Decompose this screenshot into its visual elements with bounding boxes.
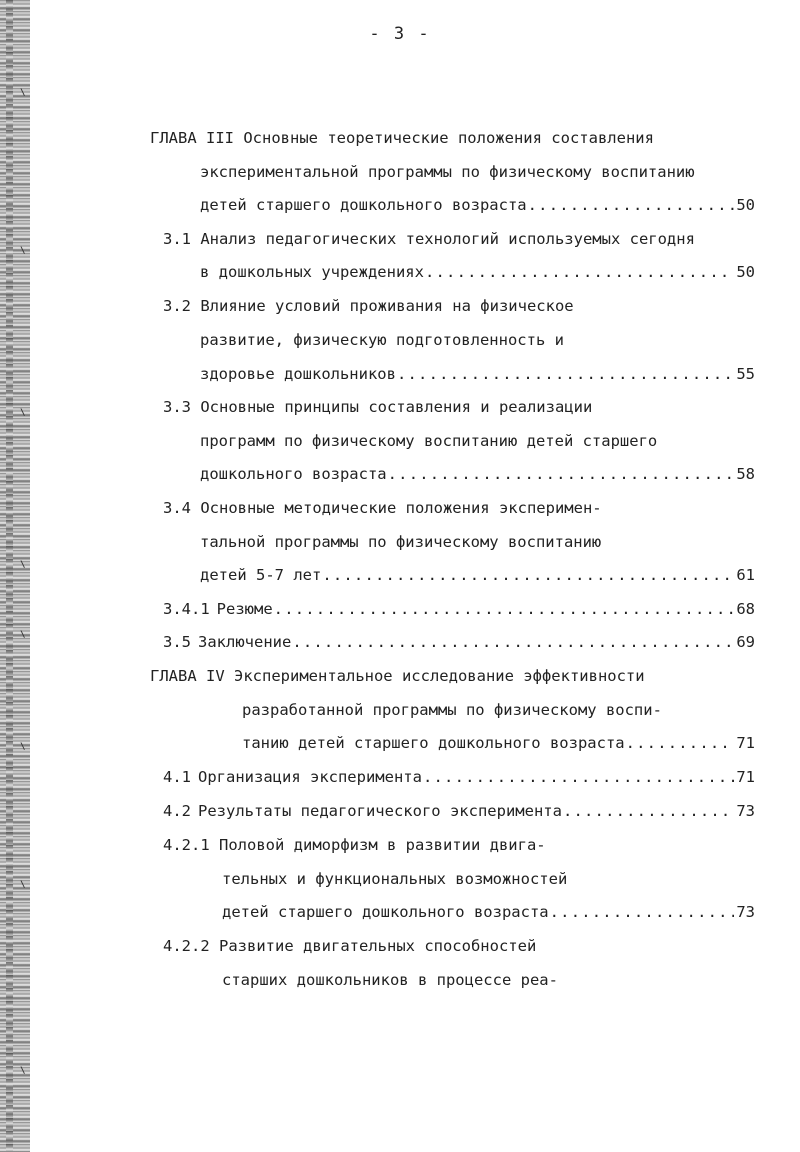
toc-title-line: Заключение	[198, 633, 292, 651]
dot-leader	[274, 599, 735, 619]
toc-entry-row	[200, 565, 755, 585]
toc-title-line: детей 5-7 лет	[200, 566, 322, 584]
toc-title-line: Организация эксперимента	[198, 768, 422, 786]
toc-page-number: 50	[736, 263, 755, 281]
edge-mark: \	[20, 880, 26, 890]
toc-line: экспериментальной программы по физическому воспитанию	[200, 163, 695, 181]
toc-section-number: 3.1	[163, 230, 191, 248]
toc-entry-row	[163, 767, 755, 787]
toc-line: тальной программы по физическому воспитанию	[200, 533, 602, 551]
toc-line: тельных и функциональных возможностей	[222, 870, 568, 888]
dot-leader	[550, 902, 735, 922]
toc-line: программ по физическому воспитанию детей старшего	[200, 432, 658, 450]
toc-line	[150, 666, 645, 686]
scanned-binding-edge	[0, 0, 30, 1152]
dot-leader	[528, 195, 735, 215]
toc-title-line: Основные методические положения эксперимен-	[200, 499, 602, 517]
toc-entry-row	[200, 195, 755, 215]
toc-entry-row	[200, 262, 755, 282]
toc-section-number: 4.2.2	[163, 937, 210, 955]
toc-title-line: дошкольного возраста	[200, 465, 387, 483]
toc-chapter-number: ГЛАВА III	[150, 129, 234, 147]
toc-title-line: Основные теоретические положения составления	[243, 129, 654, 147]
toc-page-number: 68	[736, 600, 755, 618]
toc-section-number: 3.2	[163, 297, 191, 315]
dot-leader	[292, 632, 734, 652]
toc-title-line: Резюме	[216, 600, 273, 618]
dot-leader	[397, 364, 734, 384]
toc-page-number: 73	[736, 802, 755, 820]
edge-mark: \	[20, 630, 26, 640]
toc-line: старших дошкольников в процессе реа-	[222, 971, 558, 989]
toc-title-line: Анализ педагогических технологий используемых сегодня	[200, 230, 695, 248]
toc-line	[150, 128, 654, 148]
toc-title-line: Половой диморфизм в развитии двига-	[219, 836, 546, 854]
toc-page-number: 73	[736, 903, 755, 921]
page-number: - 3 -	[369, 24, 431, 44]
edge-mark: \	[20, 88, 26, 98]
toc-page-number: 61	[736, 566, 755, 584]
toc-section-number: 3.3	[163, 398, 191, 416]
toc-title-line: Экспериментальное исследование эффективности	[234, 667, 645, 685]
toc-section-number: 4.2	[163, 802, 191, 820]
dot-leader	[425, 262, 734, 282]
toc-section-number: 4.1	[163, 768, 191, 786]
toc-entry-row	[163, 801, 755, 821]
toc-line	[163, 229, 695, 249]
edge-mark: \	[20, 246, 26, 256]
toc-entry-row	[200, 364, 755, 384]
toc-section-number: 3.5	[163, 633, 191, 651]
toc-title-line: Влияние условий проживания на физическое	[200, 297, 574, 315]
toc-entry-row	[222, 902, 755, 922]
toc-entry-row	[200, 464, 755, 484]
dot-leader	[423, 767, 734, 787]
toc-section-number: 4.2.1	[163, 836, 210, 854]
dot-leader	[626, 733, 735, 753]
toc-line: разработанной программы по физическому воспи-	[242, 701, 662, 719]
toc-line	[163, 835, 546, 855]
toc-title-line: Результаты педагогического эксперимента	[198, 802, 562, 820]
toc-page-number: 50	[736, 196, 755, 214]
toc-title-line: Основные принципы составления и реализации	[200, 398, 593, 416]
toc-title-line: здоровье дошкольников	[200, 365, 396, 383]
toc-page-number: 71	[736, 734, 755, 752]
toc-entry-row	[242, 733, 755, 753]
toc-line: развитие, физическую подготовленность и	[200, 331, 564, 349]
toc-line	[163, 498, 602, 518]
edge-mark: \	[20, 742, 26, 752]
toc-chapter-number: ГЛАВА IV	[150, 667, 225, 685]
toc-section-number: 3.4	[163, 499, 191, 517]
toc-page-number: 69	[736, 633, 755, 651]
toc-section-number: 3.4.1	[163, 600, 210, 618]
edge-mark: \	[20, 408, 26, 418]
toc-page-number: 71	[736, 768, 755, 786]
toc-entry-row	[163, 599, 755, 619]
edge-mark: \	[20, 560, 26, 570]
toc-line	[163, 936, 536, 956]
dot-leader	[322, 565, 734, 585]
toc-page-number: 55	[736, 365, 755, 383]
dot-leader	[563, 801, 734, 821]
toc-line	[163, 296, 574, 316]
toc-page-number: 58	[736, 465, 755, 483]
edge-mark: \	[20, 1066, 26, 1076]
toc-title-line: в дошкольных учреждениях	[200, 263, 424, 281]
toc-title-line: Развитие двигательных способностей	[219, 937, 537, 955]
toc-title-line: детей старшего дошкольного возраста	[200, 196, 527, 214]
toc-title-line: детей старшего дошкольного возраста	[222, 903, 549, 921]
toc-entry-row	[163, 632, 755, 652]
toc-line	[163, 397, 592, 417]
toc-title-line: танию детей старшего дошкольного возраста	[242, 734, 625, 752]
dot-leader	[388, 464, 735, 484]
